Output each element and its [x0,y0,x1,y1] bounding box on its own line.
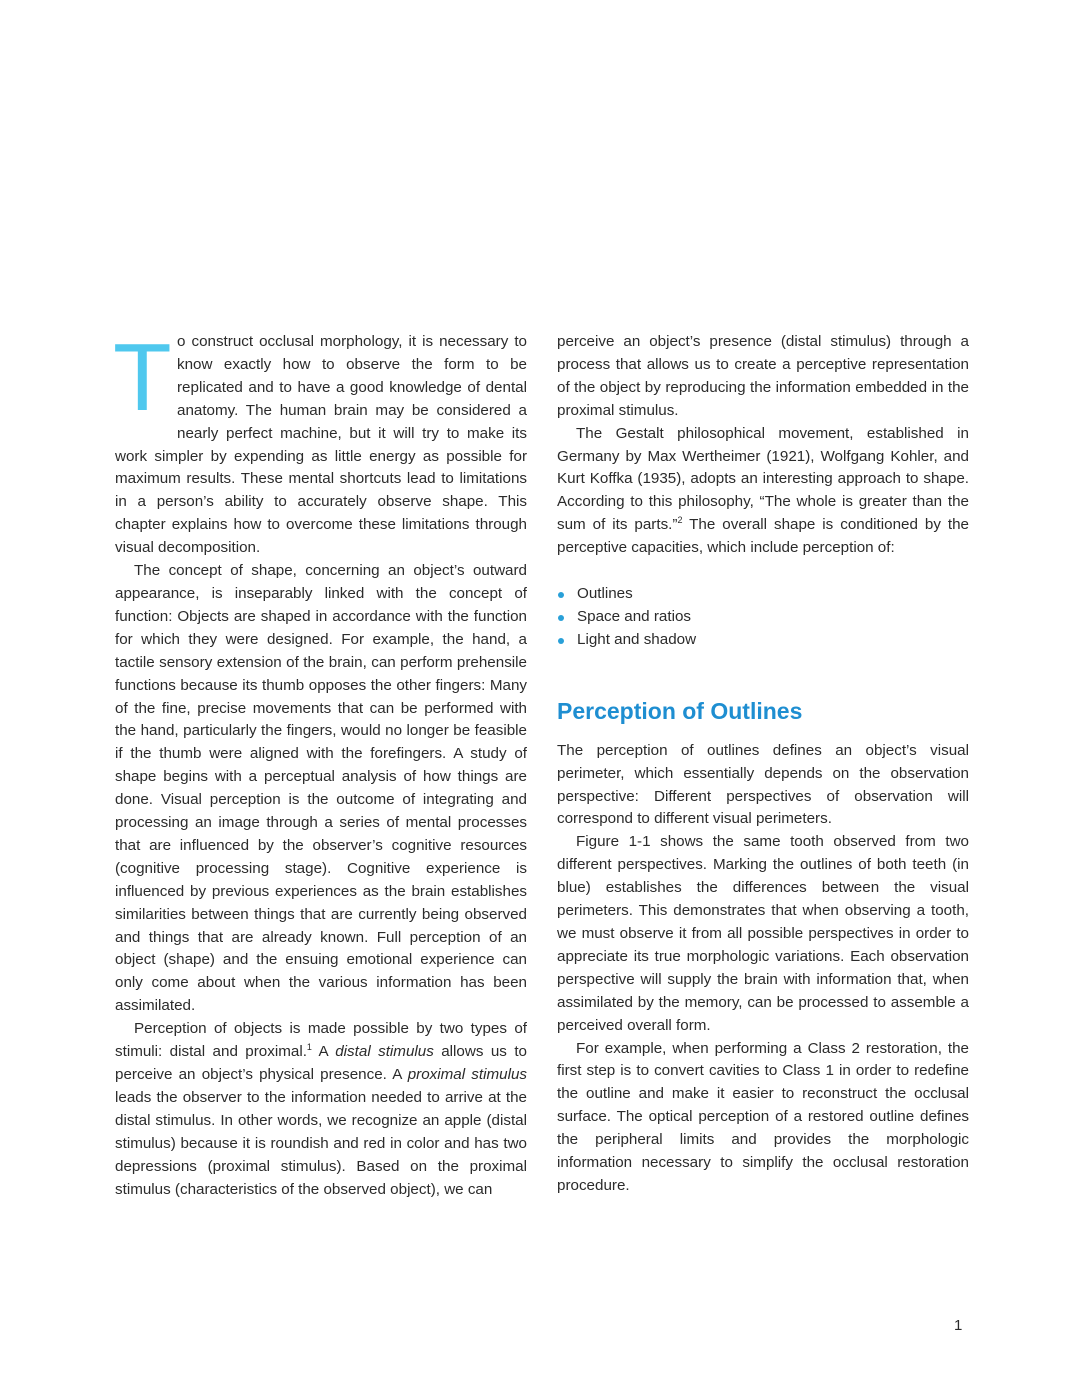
footnote-ref-2[interactable]: 2 [677,515,683,526]
perception-list [557,583,969,652]
list-item-label: Light and shadow [577,630,697,648]
stimuli-paragraph [115,1018,527,1201]
bullet-icon [558,592,564,598]
shape-function-paragraph: The concept of shape, concerning an object’s outward appearance, is inseparably linked with the concept of function: Objects are shaped in accordance with the function for which they were designed. For example, the hand, a tactile sensory extension of the brain, can perform prehensile functions because its thumb opposes the other fingers: Many of the fine, precise movements that can be performed with the hand, particularly the fingers, would no longer be feasible if the thumb were aligned with the forefingers. A study of shape begins with a perceptual analysis of how things are done. Visual perception is the outcome of integrating and processing an image through a series of mental processes that are influenced by the observer’s cognitive resources (cognitive processing stage). Cognitive experience is influenced by previous experiences as the brain establishes similarities between things that are currently being observed and things that are already known. Full perception of an object (shape) and the ensuing emotional experience can only come about when the various information has been assimilated. [115,562,527,1015]
figure-paragraph: Figure 1-1 shows the same tooth observed from two different perspectives. Marking the outlines of both teeth (in blue) establishes the differences between the visual perimeters. This demonstrates that when observing a tooth, we must observe it from all possible perspectives in order to appreciate its true morphologic variations. Each observation perspective will supply the brain with information that, when assimilated by the memory, can be processed to assemble a perceived overall form. [557,833,969,1034]
right-column [557,331,969,1198]
drop-cap: T [113,324,172,431]
continued-paragraph: perceive an object’s presence (distal stimulus) through a process that allows us to create a perceptive representation of the object by reproducing the information embedded in the proximal stimulus. [557,333,969,419]
example-paragraph: For example, when performing a Class 2 restoration, the first step is to convert cavities to Class 1 in order to redefine the outline and make it easier to reconstruct the occlusal surface. The optical perception of a restored outline defines the peripheral limits and provides the morphologic information necessary to simplify the occlusal restoration procedure. [557,1039,969,1194]
list-item [557,629,969,652]
stimuli-text-b: A [311,1043,336,1061]
intro-paragraph [113,324,527,560]
left-column [113,324,528,1201]
list-item [557,606,969,629]
bullet-icon [558,638,564,644]
distal-stimulus-term: distal stimulus [335,1043,434,1061]
section-heading: Perception of Outlines [557,697,803,724]
footnote-ref-1[interactable]: 1 [306,1042,312,1053]
intro-text: o construct occlusal morphology, it is necessary to know exactly how to observe the form to be replicated and to have a good knowledge of dental anatomy. The human brain may be considered a nearly perfect machine, but it will try to make its work simpler by expending as little energy as possible for maximum results. These mental shortcuts lead to limitations in a person’s ability to accurately observe shape. This chapter explains how to overcome these limitations through visual decomposition. [115,333,527,557]
list-item-label: Space and ratios [577,607,691,625]
page-number: 1 [954,1317,963,1334]
outlines-paragraph: The perception of outlines defines an object’s visual perimeter, which essentially depends on the observation perspective: Different perspectives of observation will correspond to different visual perimeters. [557,741,969,828]
stimuli-text-a: Perception of objects is made possible by two types of stimuli: distal and proximal. [115,1020,527,1061]
list-item-label: Outlines [577,585,633,603]
bullet-icon [558,615,564,621]
stimuli-text-c: allows us to perceive an object’s physical presence. A [115,1043,527,1083]
stimuli-text-d: leads the observer to the information needed to arrive at the distal stimulus. In other words, we recognize an apple (distal stimulus) because it is roundish and red in color and has two depressions (proximal stimulus). Based on the proximal stimulus (characteristics of the observed object), we can [115,1088,527,1198]
list-item [557,583,969,606]
gestalt-paragraph [557,423,969,560]
proximal-stimulus-term: proximal stimulus [407,1066,528,1083]
gestalt-text-a: The Gestalt philosophical movement, established in Germany by Max Wertheimer (1921), Wolfgang Kohler, and Kurt Koffka (1935), adopts an interesting approach to shape. According to this philosophy, “The whole is greater than the sum of its parts.” [557,424,969,534]
gestalt-text-b: The overall shape is conditioned by the perceptive capacities, which include perception of: [557,516,969,557]
